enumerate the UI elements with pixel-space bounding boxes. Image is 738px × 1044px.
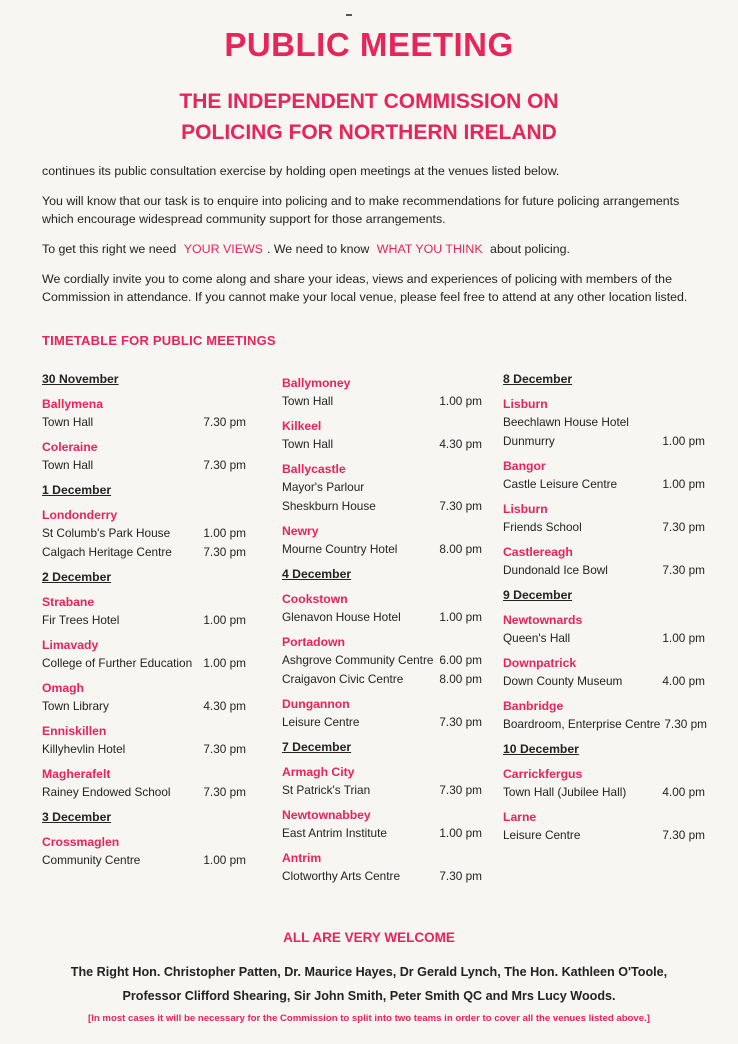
venue-row xyxy=(42,654,246,673)
meeting-entry xyxy=(282,849,482,886)
venue-row xyxy=(503,715,708,734)
venue-time: 8.00 pm xyxy=(439,672,482,686)
venue-name: Queen's Hall xyxy=(503,631,571,645)
venue-name: Craigavon Civic Centre xyxy=(282,672,404,686)
venue-name: Dunmurry xyxy=(503,434,555,448)
venue-name: St Patrick's Trian xyxy=(282,783,371,797)
welcome-message: ALL ARE VERY WELCOME xyxy=(283,930,455,945)
venue-name: Dundonald Ice Bowl xyxy=(503,563,608,577)
venue-time: 1.00 pm xyxy=(439,394,482,408)
venue-time: 1.00 pm xyxy=(203,613,246,627)
meeting-town: Newry xyxy=(282,524,319,538)
meeting-town: Crossmaglen xyxy=(42,835,120,849)
meeting-town: Newtownabbey xyxy=(282,808,371,822)
invite-paragraph: We cordially invite you to come along and share your ideas, views and experiences of policing with members of the Commission in attendance. If you cannot make your local venue, please feel free to attend at any other location listed. xyxy=(42,272,688,304)
venue-time: 7.30 pm xyxy=(662,828,705,842)
venue-name: Sheskburn House xyxy=(282,499,376,513)
venue-row xyxy=(503,826,705,845)
meeting-town: Lisburn xyxy=(503,397,548,411)
meeting-entry xyxy=(42,438,246,475)
commission-name-line1: THE INDEPENDENT COMMISSION ON xyxy=(179,90,559,113)
views-middle: . We need to know xyxy=(266,242,370,256)
venue-row xyxy=(42,413,246,432)
venue-name: Mourne Country Hotel xyxy=(282,542,398,556)
venue-row xyxy=(42,783,246,802)
venue-row xyxy=(282,497,482,516)
meeting-date-heading: 10 December xyxy=(503,742,579,756)
venue-name: Town Hall xyxy=(42,458,94,472)
venue-name: Down County Museum xyxy=(503,674,623,688)
venue-row xyxy=(42,456,246,475)
venue-row xyxy=(503,518,705,537)
meeting-entry xyxy=(503,654,705,691)
meeting-town: Coleraine xyxy=(42,440,98,454)
venue-row xyxy=(282,392,482,411)
meeting-entry xyxy=(42,593,246,630)
meeting-town: Strabane xyxy=(42,595,95,609)
venue-name: Boardroom, Enterprise Centre xyxy=(503,717,661,731)
meeting-town: Omagh xyxy=(42,681,84,695)
meeting-entry xyxy=(503,808,705,845)
meeting-entry xyxy=(282,522,482,559)
venue-time: 7.30 pm xyxy=(439,715,482,729)
meeting-date-heading: 30 November xyxy=(42,372,119,386)
venue-row xyxy=(503,629,705,648)
venue-name: Leisure Centre xyxy=(282,715,360,729)
venue-row xyxy=(503,561,705,580)
venue-row xyxy=(42,697,246,716)
venue-name: Castle Leisure Centre xyxy=(503,477,618,491)
meeting-entry xyxy=(503,697,708,734)
meeting-entry xyxy=(282,806,482,843)
venue-time: 1.00 pm xyxy=(662,434,705,448)
meeting-date-heading: 7 December xyxy=(282,740,352,754)
venue-time: 1.00 pm xyxy=(439,826,482,840)
views-prefix: To get this right we need xyxy=(42,242,177,256)
meeting-entry xyxy=(503,457,705,494)
meeting-entry xyxy=(503,500,705,537)
meeting-entry xyxy=(282,763,482,800)
venue-name: Town Hall (Jubilee Hall) xyxy=(503,785,627,799)
venue-time: 7.30 pm xyxy=(662,520,705,534)
venue-time: 1.00 pm xyxy=(662,477,705,491)
commission-name-line2: POLICING FOR NORTHERN IRELAND xyxy=(181,121,557,144)
commission-members xyxy=(20,960,718,1008)
meeting-entry xyxy=(282,590,482,627)
meeting-town: Londonderry xyxy=(42,508,118,522)
venue-time: 1.00 pm xyxy=(203,526,246,540)
meeting-entry xyxy=(503,611,705,648)
venue-row xyxy=(282,478,482,497)
venue-row xyxy=(282,651,482,670)
venue-time: 7.30 pm xyxy=(439,869,482,883)
meeting-town: Newtownards xyxy=(503,613,583,627)
venue-row xyxy=(503,783,705,802)
meeting-entry xyxy=(282,374,482,411)
meeting-date-heading: 9 December xyxy=(503,588,573,602)
venue-row xyxy=(282,435,482,454)
scan-mark xyxy=(346,14,352,16)
venue-name: Leisure Centre xyxy=(503,828,581,842)
meeting-entry xyxy=(42,765,246,802)
meeting-town: Ballymena xyxy=(42,397,103,411)
meeting-town: Antrim xyxy=(282,851,322,865)
venue-name: Glenavon House Hotel xyxy=(282,610,401,624)
venue-time: 1.00 pm xyxy=(203,656,246,670)
venue-name: Town Library xyxy=(42,699,109,713)
venue-time: 4.30 pm xyxy=(203,699,246,713)
venue-time: 4.30 pm xyxy=(439,437,482,451)
intro-paragraph: continues its public consultation exercise by holding open meetings at the venues listed below. xyxy=(42,164,560,178)
meeting-entry xyxy=(42,636,246,673)
venue-time: 7.30 pm xyxy=(439,783,482,797)
meeting-date-heading: 2 December xyxy=(42,570,112,584)
meeting-town: Armagh City xyxy=(282,765,355,779)
venue-name: Ashgrove Community Centre xyxy=(282,653,434,667)
your-views-highlight: YOUR VIEWS xyxy=(183,242,263,256)
meeting-entry xyxy=(42,722,246,759)
venue-row xyxy=(282,867,482,886)
venue-time: 6.00 pm xyxy=(439,653,482,667)
meeting-town: Limavady xyxy=(42,638,99,652)
venue-name: Community Centre xyxy=(42,853,141,867)
venue-name: Friends School xyxy=(503,520,582,534)
venue-row xyxy=(282,670,482,689)
members-line1: The Right Hon. Christopher Patten, Dr. Maurice Hayes, Dr Gerald Lynch, The Hon. Kathleen O'Toole, xyxy=(70,965,668,979)
venue-time: 8.00 pm xyxy=(439,542,482,556)
meeting-date-heading: 3 December xyxy=(42,810,112,824)
venue-time: 7.30 pm xyxy=(662,563,705,577)
what-you-think-highlight: WHAT YOU THINK xyxy=(376,242,483,256)
venue-row xyxy=(42,524,246,543)
venue-name: Town Hall xyxy=(282,394,334,408)
venue-row xyxy=(282,824,482,843)
venue-time: 1.00 pm xyxy=(203,853,246,867)
meeting-town: Carrickfergus xyxy=(503,767,583,781)
venue-name: Beechlawn House Hotel xyxy=(503,415,629,429)
timetable-column-3 xyxy=(503,370,708,851)
venue-row xyxy=(42,740,246,759)
commission-name xyxy=(0,86,738,148)
meeting-town: Lisburn xyxy=(503,502,548,516)
venue-name: Calgach Heritage Centre xyxy=(42,545,172,559)
meeting-town: Downpatrick xyxy=(503,656,577,670)
venue-time: 7.30 pm xyxy=(664,717,708,731)
venue-name: Mayor's Parlour xyxy=(282,480,365,494)
meeting-entry xyxy=(282,460,482,516)
views-suffix: about policing. xyxy=(490,242,570,256)
venue-row xyxy=(282,608,482,627)
venue-name: Clotworthy Arts Centre xyxy=(282,869,401,883)
venue-name: Killyhevlin Hotel xyxy=(42,742,126,756)
venue-name: East Antrim Institute xyxy=(282,826,387,840)
page-title: PUBLIC MEETING xyxy=(224,26,514,63)
meeting-entry xyxy=(42,395,246,432)
meeting-town: Ballymoney xyxy=(282,376,351,390)
meeting-date-heading: 4 December xyxy=(282,567,352,581)
members-line2: Professor Clifford Shearing, Sir John Smith, Peter Smith QC and Mrs Lucy Woods. xyxy=(122,989,616,1003)
venue-row xyxy=(282,713,482,732)
timetable-column-1 xyxy=(42,370,246,876)
meeting-town: Dungannon xyxy=(282,697,350,711)
meeting-entry xyxy=(282,417,482,454)
venue-row xyxy=(42,543,246,562)
meeting-entry xyxy=(282,633,482,689)
meeting-town: Cookstown xyxy=(282,592,348,606)
meeting-town: Magherafelt xyxy=(42,767,111,781)
meeting-town: Ballycastle xyxy=(282,462,346,476)
meeting-town: Larne xyxy=(503,810,537,824)
venue-time: 7.30 pm xyxy=(439,499,482,513)
meeting-entry xyxy=(503,765,705,802)
venue-row xyxy=(282,781,482,800)
meeting-town: Kilkeel xyxy=(282,419,322,433)
venue-row xyxy=(503,672,705,691)
venue-time: 7.30 pm xyxy=(203,785,246,799)
venue-time: 1.00 pm xyxy=(439,610,482,624)
meeting-date-heading: 8 December xyxy=(503,372,573,386)
timetable-column-2 xyxy=(282,370,482,892)
venue-name: Town Hall xyxy=(282,437,334,451)
venue-time: 1.00 pm xyxy=(662,631,705,645)
meeting-entry xyxy=(503,395,705,451)
meeting-town: Bangor xyxy=(503,459,546,473)
venue-row xyxy=(42,611,246,630)
meeting-entry xyxy=(42,506,246,562)
venue-name: Town Hall xyxy=(42,415,94,429)
venue-name: Rainey Endowed School xyxy=(42,785,171,799)
venue-row xyxy=(503,432,705,451)
venue-time: 7.30 pm xyxy=(203,415,246,429)
venue-row xyxy=(42,851,246,870)
venue-time: 4.00 pm xyxy=(662,674,705,688)
meeting-entry xyxy=(42,679,246,716)
venue-row xyxy=(503,475,705,494)
meeting-entry xyxy=(282,695,482,732)
meeting-town: Banbridge xyxy=(503,699,564,713)
venue-name: St Columb's Park House xyxy=(42,526,171,540)
meeting-town: Enniskillen xyxy=(42,724,107,738)
venue-row xyxy=(503,413,705,432)
venue-name: College of Further Education xyxy=(42,656,193,670)
meeting-entry xyxy=(42,833,246,870)
venue-time: 7.30 pm xyxy=(203,742,246,756)
venue-time: 7.30 pm xyxy=(203,458,246,472)
venue-time: 7.30 pm xyxy=(203,545,246,559)
task-paragraph: You will know that our task is to enquire into policing and to make recommendations for future policing arrangements which encourage widespread community support for those arrangements. xyxy=(42,194,680,226)
venue-row xyxy=(282,540,482,559)
venue-time: 4.00 pm xyxy=(662,785,705,799)
views-paragraph xyxy=(42,240,710,258)
footnote: [In most cases it will be necessary for the Commission to split into two teams in order to cover all the venues listed above.] xyxy=(88,1013,650,1024)
meeting-entry xyxy=(503,543,705,580)
meeting-town: Castlereagh xyxy=(503,545,573,559)
timetable-heading: TIMETABLE FOR PUBLIC MEETINGS xyxy=(42,333,276,348)
venue-name: Fir Trees Hotel xyxy=(42,613,120,627)
meeting-town: Portadown xyxy=(282,635,345,649)
meeting-date-heading: 1 December xyxy=(42,483,112,497)
